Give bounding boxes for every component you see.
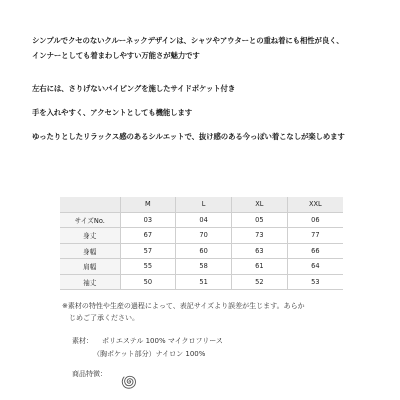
row-label-shoulder-width: 肩幅	[60, 259, 120, 275]
table-row	[60, 243, 343, 259]
note-line: ※素材の特性や生産の過程によって、表記サイズより誤差が生じます。あらか	[62, 302, 305, 310]
size-table-corner	[60, 197, 120, 212]
description-line: 手を入れやすく、アクセントとしても機能します	[32, 108, 193, 117]
table-cell: 64	[287, 259, 343, 275]
table-cell: 05	[232, 212, 288, 228]
table-cell: 67	[120, 228, 176, 244]
row-label-size-no: サイズNo.	[60, 212, 120, 228]
table-cell: 63	[232, 243, 288, 259]
table-row	[60, 228, 343, 244]
table-cell: 04	[176, 212, 232, 228]
size-disclaimer-note	[62, 301, 362, 324]
row-label-length: 身丈	[60, 228, 120, 244]
table-cell: 53	[287, 274, 343, 290]
description-paragraph-3	[32, 105, 392, 120]
description-line: シンプルでクセのないクルーネックデザインは、シャツやアウターとの重ね着にも相性が良く、	[32, 36, 344, 45]
table-row	[60, 212, 343, 228]
description-line: ゆったりとしたリラックス感のあるシルエットで、抜け感のある今っぽい着こなしが楽しめます	[32, 132, 345, 141]
description-line: 左右には、さりげないパイピングを施したサイドポケット付き	[32, 84, 236, 93]
description-paragraph-1	[32, 33, 392, 63]
table-cell: 51	[176, 274, 232, 290]
material-main-value: ポリエステル 100% マイクロフリース	[102, 337, 223, 345]
description-paragraph-2	[32, 81, 392, 96]
table-row	[60, 274, 343, 290]
table-cell: 61	[232, 259, 288, 275]
size-header-l: L	[176, 197, 232, 212]
material-info	[72, 335, 223, 360]
table-cell: 03	[120, 212, 176, 228]
spiral-icon	[118, 370, 140, 392]
description-line: インナーとしても着まわしやすい万能さが魅力です	[32, 51, 200, 60]
size-header-xxl: XXL	[287, 197, 343, 212]
table-row	[60, 259, 343, 275]
feature-label: 商品特徴：	[72, 370, 107, 378]
description-paragraph-4	[32, 129, 392, 144]
note-line: じめご了承ください。	[69, 313, 139, 322]
material-label: 素材：	[72, 337, 93, 345]
material-sub-value: （胸ポケット部分）ナイロン 100%	[93, 349, 206, 358]
table-cell: 77	[287, 228, 343, 244]
table-cell: 57	[120, 243, 176, 259]
table-cell: 52	[232, 274, 288, 290]
table-cell: 60	[176, 243, 232, 259]
table-cell: 06	[287, 212, 343, 228]
table-cell: 55	[120, 259, 176, 275]
row-label-body-width: 身幅	[60, 243, 120, 259]
table-cell: 70	[176, 228, 232, 244]
size-table	[60, 197, 343, 290]
table-cell: 66	[287, 243, 343, 259]
size-table-header-row	[60, 197, 343, 212]
size-header-xl: XL	[232, 197, 288, 212]
row-label-sleeve-length: 袖丈	[60, 274, 120, 290]
table-cell: 58	[176, 259, 232, 275]
size-header-m: M	[120, 197, 176, 212]
table-cell: 50	[120, 274, 176, 290]
table-cell: 73	[232, 228, 288, 244]
